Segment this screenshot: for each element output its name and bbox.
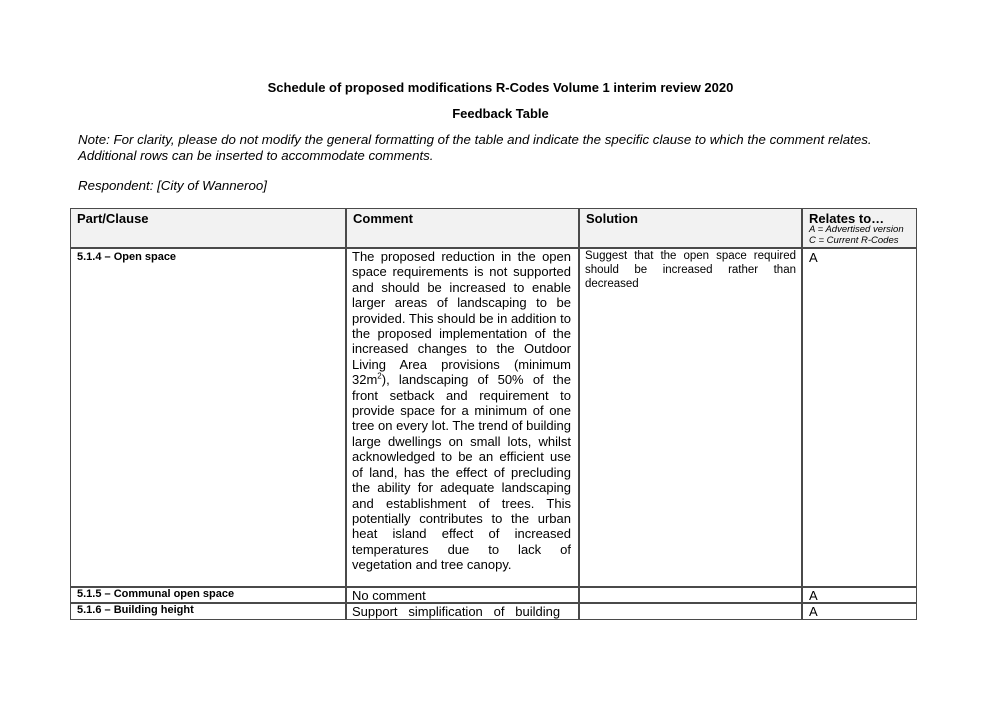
table-row-3-solution [579,603,802,620]
table-row-2-comment [346,587,579,603]
table-row-1-solution [579,248,802,587]
clause-label: 5.1.5 – Communal open space [77,588,235,600]
table-row-3-clause [70,603,346,620]
table-row-3-relates [802,603,917,620]
comment-text-part-2: ), landscaping of 50% of the front setback and requirement to provide space for a minimum of one tree on every lot. The trend of building large dwellings on small lots, whilst acknowledged to be an efficient use of land, has the effect of precluding the ability for adequate landscaping and establishment of trees. This potentially contributes to the urban heat island effect of increased temperatures due to lack of vegetation and tree canopy. [352,372,571,573]
instruction-note [78,132,908,163]
clause-label: 5.1.4 – Open space [77,251,177,263]
document-subtitle: Feedback Table [452,106,549,121]
header-relates-to-label: Relates to… [809,211,885,226]
legend-advertised: A = Advertised version [809,224,904,235]
table-row-1-clause [70,248,346,587]
respondent-line: Respondent: [City of Wanneroo] [78,178,267,193]
header-part-clause [70,208,346,248]
note-line-1: Note: For clarity, please do not modify the general formatting of the table and indicate the specific clause to which the comment relates. [78,132,872,147]
comment-text-part-1: The proposed reduction in the open space requirements is not supported and should be increased to enable larger areas of landscaping to be provided. This should be in addition to the proposed implementation of the increased changes to the Outdoor Living Area provisions (minimum 32m [352,249,571,388]
comment-text: Support simplification of building [352,604,561,619]
table-row-1-relates [802,248,917,587]
table-row-2-relates [802,587,917,603]
table-row-2-solution [579,587,802,603]
clause-label: 5.1.6 – Building height [77,604,194,616]
relates-to-legend [809,225,904,246]
comment-text [352,249,571,573]
header-part-clause-label: Part/Clause [77,211,149,226]
header-comment [346,208,579,248]
relates-to-value: A [809,604,818,619]
comment-text: No comment [352,588,426,603]
header-solution [579,208,802,248]
legend-current: C = Current R-Codes [809,234,899,246]
header-comment-label: Comment [353,211,413,226]
superscript-2: 2 [377,371,382,381]
table-row-3-comment [346,603,579,620]
table-row-1-comment [346,248,579,587]
relates-to-value: A [809,588,818,603]
note-line-2: Additional rows can be inserted to accommodate comments. [78,147,434,163]
feedback-table [70,208,917,620]
header-relates-to [802,208,917,248]
table-row-2-clause [70,587,346,603]
relates-to-value: A [809,250,818,265]
solution-text: Suggest that the open space required should be increased rather than decreased [585,250,796,290]
document-title: Schedule of proposed modifications R-Codes Volume 1 interim review 2020 [267,80,734,95]
header-solution-label: Solution [586,211,638,226]
